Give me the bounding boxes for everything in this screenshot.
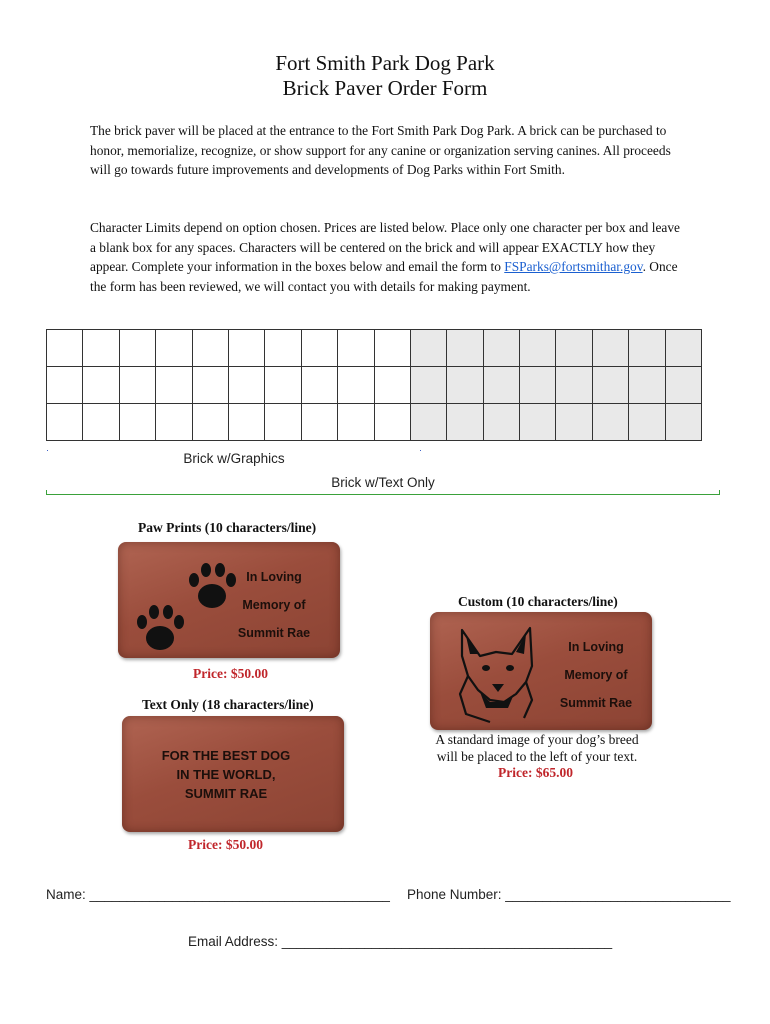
- character-box[interactable]: [665, 330, 701, 367]
- email-link[interactable]: FSParks@fortsmithar.gov: [504, 259, 643, 274]
- paw-prints-brick-image: [118, 542, 340, 658]
- custom-brick-image: [430, 612, 652, 730]
- instructions-text-start: Character Limits depend on option chosen. Prices are listed below. Place only one character per box and leave a blank box for any spaces. Characters will be centered on the brick and will appear EXACTLY how they appear. Complete your information in the boxes below and email the form to: [90, 220, 680, 274]
- custom-price: Price: $65.00: [498, 765, 573, 780]
- instructions-text-end: . Once the form has been reviewed, we will contact you with details for making payment.: [90, 259, 678, 294]
- email-field[interactable]: Email Address: ____________________________________________: [188, 934, 613, 949]
- paw-brick-line-2: Memory of: [242, 598, 306, 612]
- phone-field[interactable]: Phone Number: ______________________________: [407, 887, 731, 902]
- character-box[interactable]: [374, 330, 410, 367]
- intro-paragraph: The brick paver will be placed at the entrance to the Fort Smith Park Dog Park. A brick can be purchased to honor, memorialize, recognize, or show support for any canine or organization serving canines. All proceeds will go towards future improvements and developments of Dog Parks within Fort Smith.: [90, 123, 671, 177]
- custom-brick-line-1: In Loving: [568, 640, 624, 654]
- character-box[interactable]: [83, 330, 119, 367]
- custom-note-line1: A standard image of your dog’s breed: [435, 732, 639, 747]
- text-only-bracket-label: Brick w/Text Only: [331, 475, 435, 490]
- character-box[interactable]: [192, 404, 228, 441]
- custom-caption: Custom (10 characters/line): [458, 594, 618, 609]
- paw-print-icon: [128, 556, 238, 656]
- character-box[interactable]: [338, 367, 374, 404]
- text-only-caption: Text Only (18 characters/line): [142, 697, 314, 712]
- character-box[interactable]: [592, 367, 628, 404]
- character-box[interactable]: [156, 330, 192, 367]
- name-field[interactable]: Name: ________________________________________: [46, 887, 390, 902]
- character-box[interactable]: [483, 330, 519, 367]
- paw-prints-caption: Paw Prints (10 characters/line): [138, 520, 317, 535]
- character-box[interactable]: [665, 367, 701, 404]
- character-box[interactable]: [83, 367, 119, 404]
- grid-row: [47, 404, 702, 441]
- dog-breed-icon: [450, 622, 554, 726]
- instructions-paragraph: [90, 218, 680, 296]
- character-box[interactable]: [47, 404, 83, 441]
- text-only-bracket-label-wrap: [0, 475, 766, 490]
- character-box[interactable]: [228, 404, 264, 441]
- form-title-line1: Fort Smith Park Dog Park: [275, 51, 495, 75]
- character-box[interactable]: [338, 330, 374, 367]
- character-box[interactable]: [556, 404, 592, 441]
- graphics-bracket-label-wrap: [0, 451, 468, 466]
- character-box[interactable]: [483, 367, 519, 404]
- character-box[interactable]: [483, 404, 519, 441]
- character-box[interactable]: [301, 404, 337, 441]
- character-box[interactable]: [520, 330, 556, 367]
- character-box[interactable]: [83, 404, 119, 441]
- paw-prints-price: Price: $50.00: [193, 666, 268, 681]
- character-box[interactable]: [156, 404, 192, 441]
- character-box[interactable]: [447, 367, 483, 404]
- paw-brick-line-3: Summit Rae: [237, 626, 311, 640]
- grid-row: [47, 367, 702, 404]
- character-box[interactable]: [156, 367, 192, 404]
- character-box[interactable]: [447, 404, 483, 441]
- character-box[interactable]: [119, 404, 155, 441]
- character-box[interactable]: [410, 367, 446, 404]
- character-box[interactable]: [520, 404, 556, 441]
- character-box[interactable]: [47, 330, 83, 367]
- character-box[interactable]: [629, 330, 665, 367]
- character-box[interactable]: [374, 367, 410, 404]
- character-box[interactable]: [228, 367, 264, 404]
- character-box[interactable]: [265, 367, 301, 404]
- custom-brick-line-2: Memory of: [564, 668, 628, 682]
- character-grid: [46, 329, 702, 441]
- character-box[interactable]: [228, 330, 264, 367]
- character-box[interactable]: [592, 404, 628, 441]
- text-brick-line-3: SUMMIT RAE: [184, 786, 268, 801]
- text-only-price: Price: $50.00: [188, 837, 263, 852]
- paw-brick-line-1: In Loving: [246, 570, 302, 584]
- character-box[interactable]: [410, 330, 446, 367]
- custom-note-line2: will be placed to the left of your text.: [436, 749, 638, 764]
- character-box[interactable]: [192, 330, 228, 367]
- character-box[interactable]: [629, 404, 665, 441]
- character-box[interactable]: [629, 367, 665, 404]
- text-only-brick-image: [122, 716, 344, 832]
- text-brick-line-1: FOR THE BEST DOG: [161, 748, 291, 763]
- graphics-bracket-label: Brick w/Graphics: [183, 451, 285, 466]
- grid-row: [47, 330, 702, 367]
- character-box[interactable]: [119, 330, 155, 367]
- character-box[interactable]: [192, 367, 228, 404]
- character-box[interactable]: [265, 404, 301, 441]
- custom-brick-line-3: Summit Rae: [559, 696, 633, 710]
- character-box[interactable]: [47, 367, 83, 404]
- character-box[interactable]: [338, 404, 374, 441]
- character-box[interactable]: [447, 330, 483, 367]
- character-box[interactable]: [556, 330, 592, 367]
- character-box[interactable]: [592, 330, 628, 367]
- form-title-line2: Brick Paver Order Form: [282, 76, 488, 100]
- character-box[interactable]: [520, 367, 556, 404]
- character-box[interactable]: [265, 330, 301, 367]
- character-box[interactable]: [301, 367, 337, 404]
- character-box[interactable]: [301, 330, 337, 367]
- character-box[interactable]: [119, 367, 155, 404]
- text-brick-line-2: IN THE WORLD,: [176, 767, 276, 782]
- character-box[interactable]: [410, 404, 446, 441]
- character-box[interactable]: [665, 404, 701, 441]
- character-box[interactable]: [556, 367, 592, 404]
- character-box[interactable]: [374, 404, 410, 441]
